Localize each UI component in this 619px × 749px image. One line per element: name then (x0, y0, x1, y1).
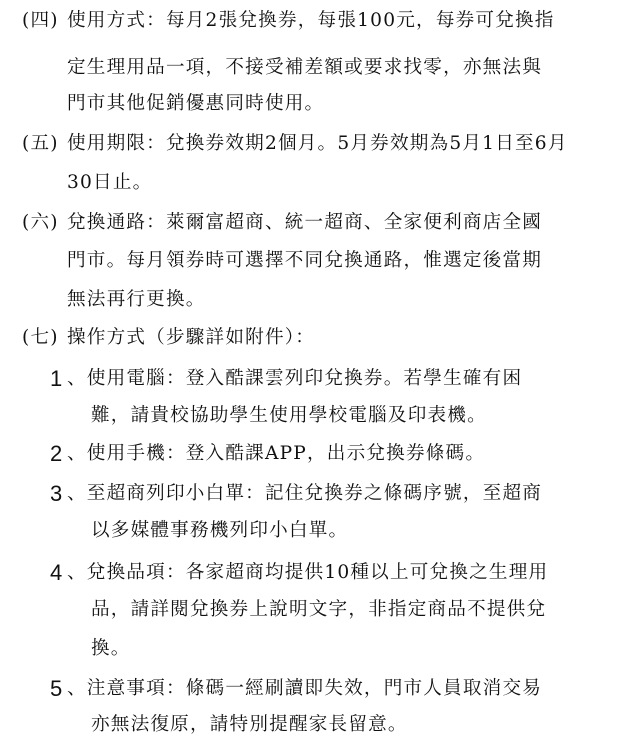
section-4-marker: (四) (22, 10, 59, 31)
step-2-line-1: 、使用手機：登入酷課APP，出示兌換券條碼。 (67, 443, 486, 464)
step-4-number: 4 (50, 560, 63, 585)
section-6-line-2: 門市。每月領券時可選擇不同兌換通路，惟選定後當期 (67, 250, 543, 271)
step-2-number: 2 (50, 441, 63, 466)
section-5-line-2: 30日止。 (67, 172, 153, 193)
step-3-line-2: 以多媒體事務機列印小白單。 (91, 520, 349, 541)
step-1-line-2: 難，請貴校協助學生使用學校電腦及印表機。 (91, 405, 487, 426)
section-7-line-1: 操作方式（步驟詳如附件）： (67, 327, 316, 348)
section-6-line-1: 兌換通路：萊爾富超商、統一超商、全家便利商店全國 (67, 212, 543, 233)
step-5-line-1: 、注意事項：條碼一經刷讀即失效，門市人員取消交易 (67, 678, 543, 699)
step-3-line-1: 、至超商列印小白單：記住兌換券之條碼序號，至超商 (67, 483, 543, 504)
step-1-number: 1 (50, 366, 63, 391)
step-1-line-1: 、使用電腦：登入酷課雲列印兌換券。若學生確有困 (67, 368, 523, 389)
section-5-line-1: 使用期限：兌換券效期2個月。5月券效期為5月1日至6月 (67, 133, 568, 154)
step-5-number: 5 (50, 676, 63, 701)
section-4-line-2: 定生理用品一項，不接受補差額或要求找零，亦無法與 (67, 57, 543, 78)
step-3-number: 3 (50, 481, 63, 506)
section-5-marker: (五) (22, 133, 59, 154)
step-5-line-2: 亦無法復原，請特別提醒家長留意。 (91, 714, 408, 735)
section-6-marker: (六) (22, 212, 59, 233)
section-7-marker: (七) (22, 327, 59, 348)
step-4-line-1: 、兌換品項：各家超商均提供10種以上可兌換之生理用 (67, 562, 549, 583)
section-4-line-3: 門市其他促銷優惠同時使用。 (67, 93, 325, 114)
section-4-line-1: 使用方式：每月2張兌換券，每張100元，每券可兌換指 (67, 10, 555, 31)
step-4-line-2: 品，請詳閱兌換券上說明文字，非指定商品不提供兌 (91, 599, 547, 620)
section-6-line-3: 無法再行更換。 (67, 289, 206, 310)
step-4-line-3: 換。 (91, 638, 131, 659)
